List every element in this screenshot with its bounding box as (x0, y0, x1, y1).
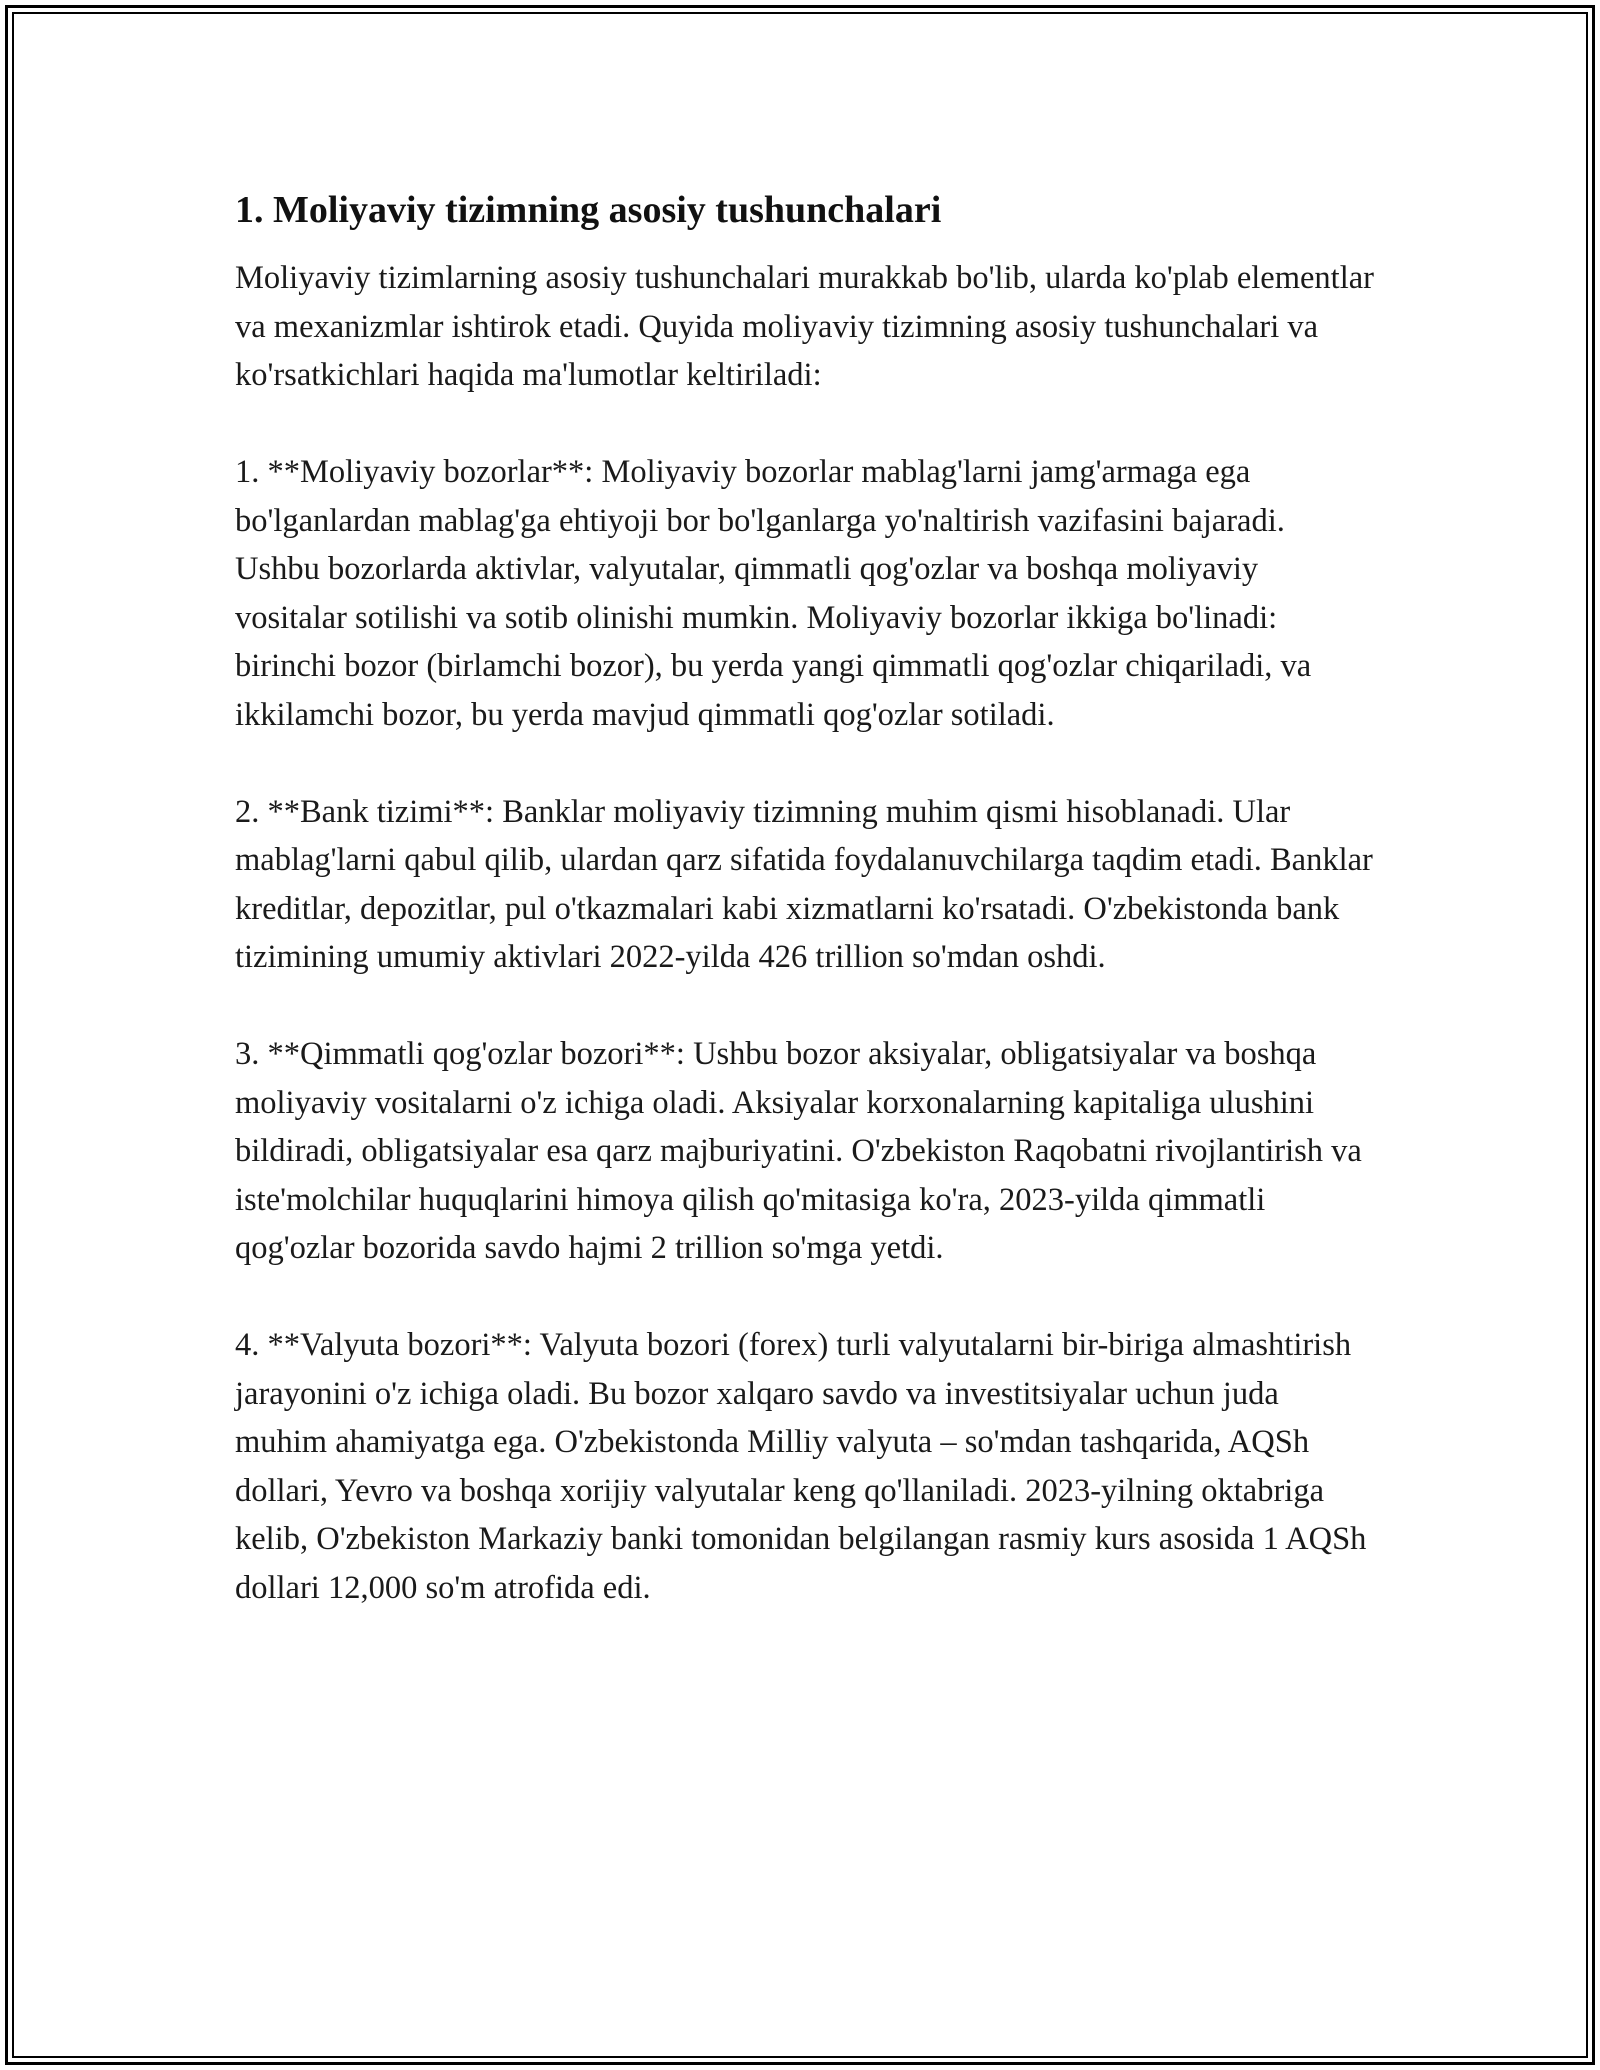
paragraph-currency-market: 4. **Valyuta bozori**: Valyuta bozori (forex) turli valyutalarni bir-biriga almashtirish jarayonini o'z ichiga oladi. Bu bozor xalqaro savdo va investitsiyalar uchun juda muhim ahamiyatga ega. O'zbekistonda Milliy valyuta – so'mdan tashqarida, AQSh dollari, Yevro va boshqa xorijiy valyutalar keng qo'llaniladi. 2023-yilning oktabriga kelib, O'zbekiston Markaziy banki tomonidan belgilangan rasmiy kurs asosida 1 AQSh dollari 12,000 so'm atrofida edi. (235, 1327, 1367, 1606)
document-body (235, 186, 1375, 1661)
paragraph-financial-markets: 1. **Moliyaviy bozorlar**: Moliyaviy bozorlar mablag'larni jamg'armaga ega bo'lganlardan mablag'ga ehtiyoji bor bo'lganlarga yo'naltirish vazifasini bajaradi. Ushbu bozorlarda aktivlar, valyutalar, qimmatli qog'ozlar va boshqa moliyaviy vositalar sotilishi va sotib olinishi mumkin. Moliyaviy bozorlar ikkiga bo'linadi: birinchi bozor (birlamchi bozor), bu yerda yangi qimmatli qog'ozlar chiqariladi, va ikkilamchi bozor, bu yerda mavjud qimmatli qog'ozlar sotiladi. (235, 454, 1312, 733)
paragraph-bank-system: 2. **Bank tizimi**: Banklar moliyaviy tizimning muhim qismi hisoblanadi. Ular mablag'larni qabul qilib, ulardan qarz sifatida foydalanuvchilarga taqdim etadi. Banklar kreditlar, depozitlar, pul o'tkazmalari kabi xizmatlarni ko'rsatadi. O'zbekistonda bank tizimining umumiy aktivlari 2022-yilda 426 trillion so'mdan oshdi. (235, 793, 1373, 975)
page-title: 1. Moliyaviy tizimning asosiy tushunchalari (235, 189, 942, 231)
paragraph-securities-market: 3. **Qimmatli qog'ozlar bozori**: Ushbu bozor aksiyalar, obligatsiyalar va boshqa moliyaviy vositalarni o'z ichiga oladi. Aksiyalar korxonalarning kapitaliga ulushini bildiradi, obligatsiyalar esa qarz majburiyatini. O'zbekiston Raqobatni rivojlantirish va iste'molchilar huquqlarini himoya qilish qo'mitasiga ko'ra, 2023-yilda qimmatli qog'ozlar bozorida savdo hajmi 2 trillion so'mga yetdi. (235, 1036, 1362, 1266)
intro-paragraph: Moliyaviy tizimlarning asosiy tushunchalari murakkab bo'lib, ularda ko'plab elementlar va mexanizmlar ishtirok etadi. Quyida moliyaviy tizimning asosiy tushunchalari va ko'rsatkichlari haqida ma'lumotlar keltiriladi: (235, 260, 1374, 393)
